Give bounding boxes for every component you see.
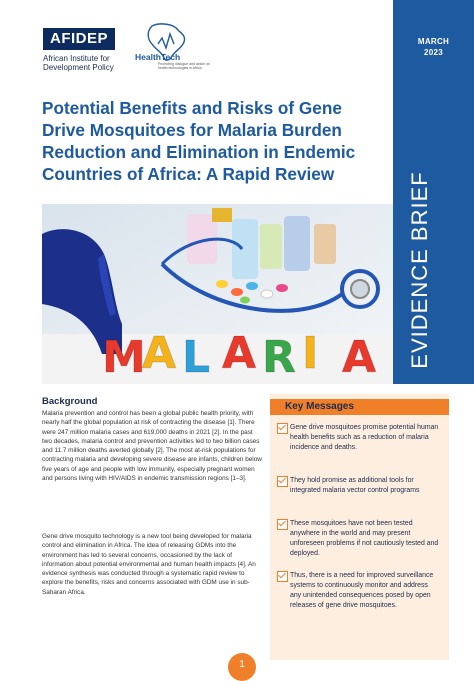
background-paragraph-2: Gene drive mosquito technology is a new tool being developed for malaria control and elimination in Africa. The idea of releasing GDMs into the environment has led to several concerns, occasioned by the lack of information about potential environmental and human health impacts [4]. An evidence synthesis was conducted through a systematic rapid review to explore the benefits, risks and concerns associated with GDM use in sub-Saharan Africa. [42, 533, 256, 596]
malaria-letter: M [102, 332, 146, 383]
afidep-full-name: African Institute for Development Policy [43, 54, 114, 72]
publication-year: 2023 [424, 48, 443, 57]
publication-date [393, 36, 474, 58]
key-message-text: These mosquitoes have not been tested anywhere in the world and may present unforeseen problems if not cautiously tested and deployed. [290, 520, 439, 557]
vial-icon [232, 219, 258, 279]
page-title [42, 97, 382, 185]
title-line-4: Countries of Africa: A Rapid Review [42, 164, 335, 184]
afidep-logo: AFIDEP [43, 28, 115, 50]
malaria-letter: L [182, 332, 211, 383]
title-line-3: Reduction and Elimination in Endemic [42, 142, 356, 162]
publication-month: MARCH [417, 37, 450, 46]
title-line-2: Drive Mosquitoes for Malaria Burden [42, 120, 342, 140]
key-message-text: They hold promise as additional tools for integrated malaria vector control programs [290, 477, 420, 494]
checkbox-icon [277, 571, 288, 582]
background-heading: Background [42, 396, 98, 407]
checkbox-icon [277, 519, 288, 530]
key-messages-title: Key Messages [285, 401, 354, 412]
title-line-1: Potential Benefits and Risks of Gene [42, 98, 342, 118]
healthtech-tagline: Promoting dialogue and action on health technologies in Africa [158, 62, 211, 70]
bottle-icon [284, 216, 310, 271]
table-surface [42, 334, 393, 384]
malaria-letter: I [302, 328, 319, 379]
vial-icon [314, 224, 336, 264]
malaria-letter: R [262, 332, 296, 383]
checkbox-icon [277, 476, 288, 487]
background-paragraph-1: Malaria prevention and control has been a global public health priority, with nearly half the global population at risk of contracting the disease [1]. There were 247 million malaria cases and 619,000 deaths in 2021 [2]. In the past two decades, malaria control and prevention activities led to two billion cases and 11.7 million deaths averted globally [2]. The most at-risk populations for contracting malaria and developing severe disease are infants, children below five years of age and people with low immunity, especially pregnant women and persons living with HIV/AIDS in endemic transmission regions [1–3]. [42, 410, 262, 483]
healthtech-name: HealthTech [135, 52, 181, 62]
malaria-photo-illustration [42, 204, 393, 384]
malaria-letter: A [222, 328, 257, 379]
checkbox-icon [277, 423, 288, 434]
malaria-letter: A [342, 332, 377, 383]
key-message-text: Thus, there is a need for improved surveillance systems to continuously monitor and address any unintended consequences posed by open releases of gene drive mosquitoes. [290, 572, 434, 609]
malaria-letter: A [142, 328, 177, 379]
key-message-text: Gene drive mosquitoes promise potential human health benefits such as a reduction of malaria incidence and deaths. [290, 424, 439, 451]
malaria-photo [42, 204, 393, 384]
evidence-brief-label: EVIDENCE BRIEF [407, 171, 432, 369]
page-number: 1 [228, 653, 256, 681]
vial-icon [260, 224, 282, 269]
